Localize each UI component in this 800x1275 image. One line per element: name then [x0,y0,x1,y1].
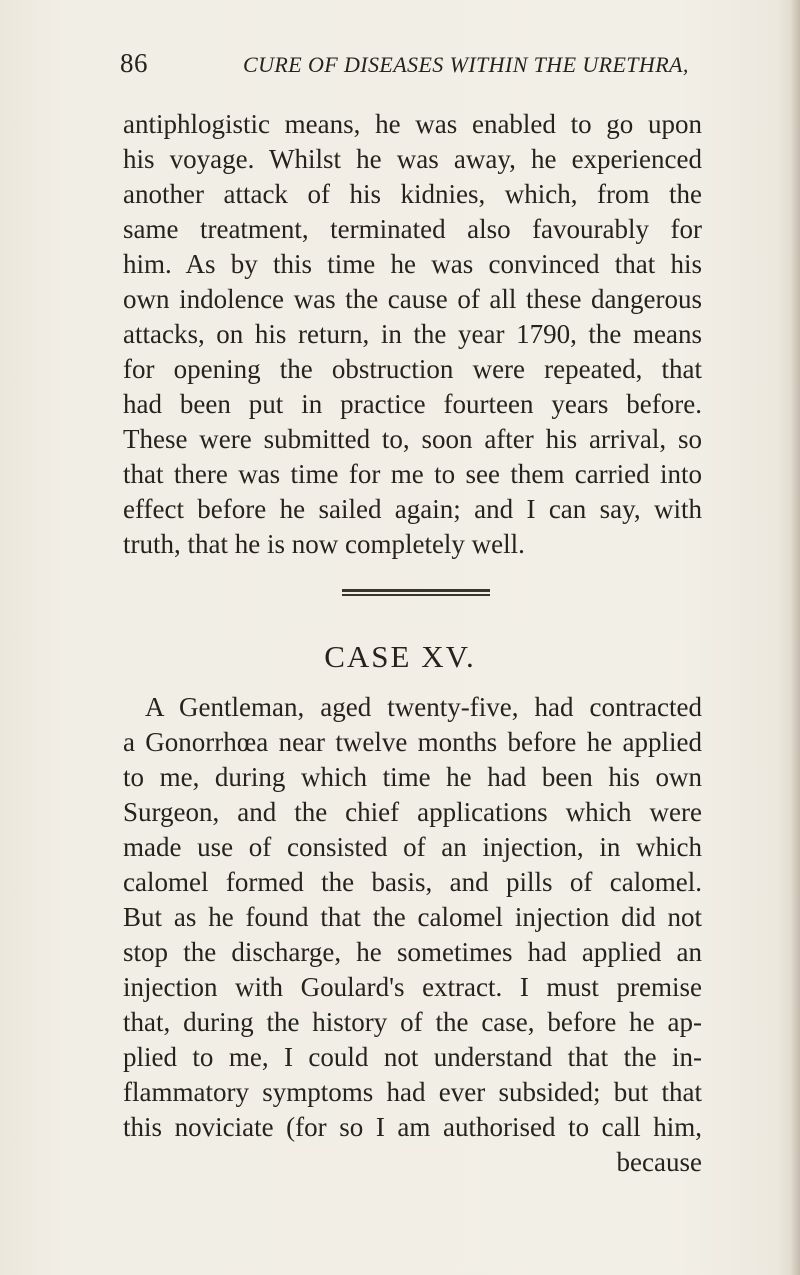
text-line: attacks, on his return, in the year 1790, the means [123,319,702,349]
text-line: flammatory symptoms had ever subsided; but that [123,1077,702,1107]
text-line: Surgeon, and the chief applications which were [123,797,702,827]
text-line: to me, during which time he had been his own [123,762,702,792]
text-line: same treatment, terminated also favourably for [123,214,702,244]
text-line: for opening the obstruction were repeated, that [123,354,702,384]
text-line: antiphlogistic means, he was enabled to go upon [123,109,702,139]
text-line: injection with Goulard's extract. I must premise [123,972,702,1002]
text-line: effect before he sailed again; and I can say, with [123,494,702,524]
page-number: 86 [120,48,148,78]
text-line: another attack of his kidnies, which, from the [123,179,702,209]
text-line: made use of consisted of an injection, in which [123,832,702,862]
text-line: These were submitted to, soon after his arrival, so [123,424,702,454]
text-line: truth, that he is now completely well. [123,529,525,559]
text-line: stop the discharge, he sometimes had applied an [123,937,702,967]
text-line: But as he found that the calomel injection did not [123,902,702,932]
text-line: calomel formed the basis, and pills of calomel. [123,867,702,897]
text-line: that there was time for me to see them carried into [123,459,702,489]
running-title: CURE OF DISEASES WITHIN THE URETHRA, [243,52,689,77]
running-head [120,48,689,88]
text-line: a Gonorrhœa near twelve months before he applied [123,727,702,757]
case-heading: CASE XV. [324,639,476,674]
page-edge-shadow [790,0,800,1275]
text-line: him. As by this time he was convinced that his [123,249,702,279]
text-line: his voyage. Whilst he was away, he experienced [123,144,702,174]
text-line: own indolence was the cause of all these dangerous [123,284,702,314]
text-line: had been put in practice fourteen years before. [123,389,702,419]
text-line: plied to me, I could not understand that the in- [123,1042,702,1072]
section-divider-rule [342,589,490,598]
paragraph-1 [123,107,702,562]
divider-thin-line [342,594,490,596]
divider-thick-line [342,589,490,592]
catchword: because [616,1147,702,1177]
text-line: this noviciate (for so I am authorised to call him, [123,1112,702,1142]
text-line: that, during the history of the case, before he ap- [123,1007,702,1037]
paragraph-2 [123,690,702,1180]
text-line: A Gentleman, aged twenty-five, had contracted [145,692,702,722]
